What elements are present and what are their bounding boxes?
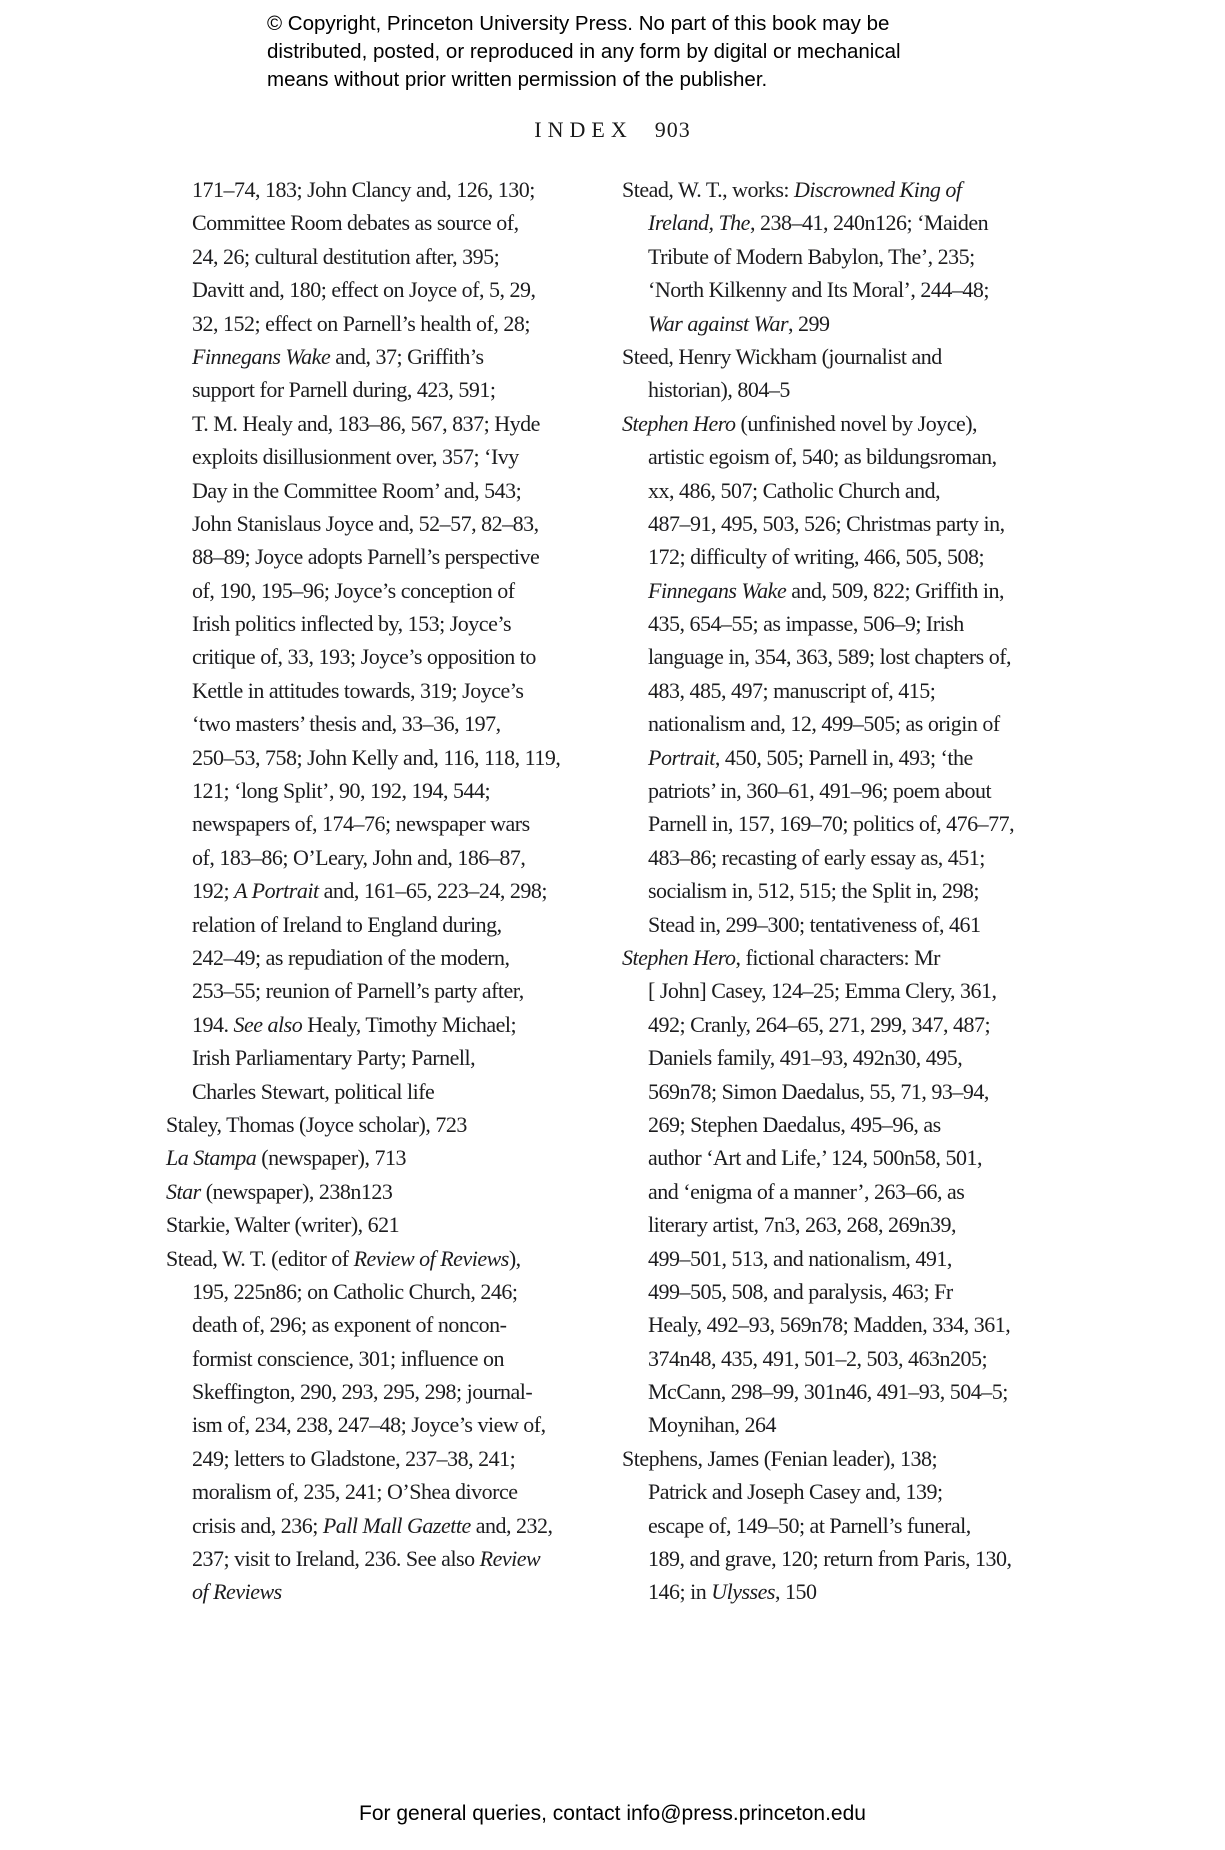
index-line: Charles Stewart, political life	[192, 1078, 435, 1104]
index-line: ‘North Kilkenny and Its Moral’, 244–48;	[648, 277, 989, 303]
index-line: 194. See also Healy, Timothy Michael;	[192, 1011, 517, 1037]
index-line: Moynihan, 264	[648, 1412, 776, 1438]
copyright-line: © Copyright, Princeton University Press. No part of this book may be	[267, 12, 890, 35]
index-line: Stephens, James (Fenian leader), 138;	[622, 1445, 938, 1471]
index-line: Parnell in, 157, 169–70; politics of, 476–77,	[648, 811, 1015, 837]
index-line: Davitt and, 180; effect on Joyce of, 5, 29,	[192, 277, 536, 303]
index-line: Starkie, Walter (writer), 621	[166, 1212, 400, 1238]
index-column-left	[166, 173, 560, 1609]
index-line: Finnegans Wake and, 37; Griffith’s	[192, 343, 484, 369]
index-line: McCann, 298–99, 301n46, 491–93, 504–5;	[648, 1379, 1008, 1405]
footer-contact: For general queries, contact info@press.princeton.edu	[359, 1802, 866, 1825]
index-line: Steed, Henry Wickham (journalist and	[622, 343, 942, 369]
index-line: Stephen Hero, fictional characters: Mr	[622, 944, 941, 970]
index-line: 499–501, 513, and nationalism, 491,	[648, 1245, 952, 1271]
index-line: 483, 485, 497; manuscript of, 415;	[648, 677, 936, 703]
index-line: escape of, 149–50; at Parnell’s funeral,	[648, 1512, 971, 1538]
index-line: artistic egoism of, 540; as bildungsroman,	[648, 444, 997, 470]
index-line: 242–49; as repudiation of the modern,	[192, 944, 510, 970]
index-line: xx, 486, 507; Catholic Church and,	[648, 477, 941, 503]
index-line: crisis and, 236; Pall Mall Gazette and, 232,	[192, 1512, 553, 1538]
index-line: Star (newspaper), 238n123	[166, 1178, 393, 1204]
index-line: 499–505, 508, and paralysis, 463; Fr	[648, 1278, 953, 1304]
index-line: Stead, W. T. (editor of Review of Reviews),	[166, 1245, 521, 1271]
index-line: Skeffington, 290, 293, 295, 298; journal-	[192, 1379, 533, 1405]
page-header	[0, 117, 1225, 143]
index-line: 121; ‘long Split’, 90, 192, 194, 544;	[192, 778, 491, 804]
index-line: Staley, Thomas (Joyce scholar), 723	[166, 1111, 467, 1137]
index-line: 24, 26; cultural destitution after, 395;	[192, 243, 500, 269]
index-line: patriots’ in, 360–61, 491–96; poem about	[648, 778, 992, 804]
index-line: 237; visit to Ireland, 236. See also Review	[192, 1546, 541, 1572]
index-line: formist conscience, 301; influence on	[192, 1345, 505, 1371]
index-line: Patrick and Joseph Casey and, 139;	[648, 1479, 943, 1505]
index-line: relation of Ireland to England during,	[192, 911, 502, 937]
index-line: La Stampa (newspaper), 713	[166, 1145, 406, 1171]
index-line: of Reviews	[192, 1579, 282, 1605]
index-line: author ‘Art and Life,’ 124, 500n58, 501,	[648, 1145, 982, 1171]
index-line: Daniels family, 491–93, 492n30, 495,	[648, 1045, 963, 1071]
index-line: historian), 804–5	[648, 377, 790, 403]
index-line: Day in the Committee Room’ and, 543;	[192, 477, 522, 503]
index-line: Stead in, 299–300; tentativeness of, 461	[648, 911, 981, 937]
index-line: John Stanislaus Joyce and, 52–57, 82–83,	[192, 510, 539, 536]
index-line: 189, and grave, 120; return from Paris, 130,	[648, 1546, 1012, 1572]
index-line: 171–74, 183; John Clancy and, 126, 130;	[192, 177, 535, 202]
index-line: of, 190, 195–96; Joyce’s conception of	[192, 577, 515, 603]
index-line: Healy, 492–93, 569n78; Madden, 334, 361,	[648, 1312, 1011, 1338]
index-line: Irish politics inflected by, 153; Joyce’s	[192, 611, 512, 637]
index-line: language in, 354, 363, 589; lost chapters of,	[648, 644, 1012, 670]
index-line: Committee Room debates as source of,	[192, 210, 519, 236]
index-line: T. M. Healy and, 183–86, 567, 837; Hyde	[192, 410, 540, 436]
index-line: 253–55; reunion of Parnell’s party after,	[192, 978, 524, 1004]
index-line: 483–86; recasting of early essay as, 451;	[648, 844, 985, 870]
index-line: 435, 654–55; as impasse, 506–9; Irish	[648, 611, 964, 637]
index-line: Ireland, The, 238–41, 240n126; ‘Maiden	[648, 210, 989, 236]
index-line: literary artist, 7n3, 263, 268, 269n39,	[648, 1212, 957, 1238]
index-line: Portrait, 450, 505; Parnell in, 493; ‘the	[648, 744, 973, 770]
index-line: 192; A Portrait and, 161–65, 223–24, 298;	[192, 878, 547, 904]
index-line: Irish Parliamentary Party; Parnell,	[192, 1045, 476, 1071]
page-number: 903	[654, 117, 691, 142]
index-line: 492; Cranly, 264–65, 271, 299, 347, 487;	[648, 1011, 991, 1037]
index-line: 195, 225n86; on Catholic Church, 246;	[192, 1278, 518, 1304]
index-line: 146; in Ulysses, 150	[648, 1579, 817, 1605]
index-line: 249; letters to Gladstone, 237–38, 241;	[192, 1445, 516, 1471]
index-line: ‘two masters’ thesis and, 33–36, 197,	[192, 711, 501, 737]
index-line: Tribute of Modern Babylon, The’, 235;	[648, 243, 975, 269]
index-line: [ John] Casey, 124–25; Emma Clery, 361,	[648, 978, 997, 1004]
index-line: Stephen Hero (unfinished novel by Joyce),	[622, 410, 978, 436]
copyright-line: means without prior written permission of the publisher.	[267, 68, 768, 91]
index-line: ism of, 234, 238, 247–48; Joyce’s view of,	[192, 1412, 546, 1438]
index-line: 374n48, 435, 491, 501–2, 503, 463n205;	[648, 1345, 988, 1371]
index-line: 88–89; Joyce adopts Parnell’s perspective	[192, 544, 540, 570]
index-line: Stead, W. T., works: Discrowned King of	[622, 177, 962, 202]
index-heading: INDEX	[534, 117, 633, 142]
index-line: death of, 296; as exponent of noncon-	[192, 1312, 507, 1338]
index-line: and ‘enigma of a manner’, 263–66, as	[648, 1178, 965, 1204]
index-line: War against War, 299	[648, 310, 830, 336]
index-line: 487–91, 495, 503, 526; Christmas party in,	[648, 510, 1005, 536]
index-line: Kettle in attitudes towards, 319; Joyce’s	[192, 677, 524, 703]
index-line: 172; difficulty of writing, 466, 505, 508;	[648, 544, 985, 570]
index-line: 569n78; Simon Daedalus, 55, 71, 93–94,	[648, 1078, 989, 1104]
index-column-right	[622, 173, 1014, 1609]
index-line: 32, 152; effect on Parnell’s health of, 28;	[192, 310, 530, 336]
index-line: critique of, 33, 193; Joyce’s opposition to	[192, 644, 536, 670]
index-line: nationalism and, 12, 499–505; as origin of	[648, 711, 1000, 737]
index-line: of, 183–86; O’Leary, John and, 186–87,	[192, 844, 526, 870]
index-line: newspapers of, 174–76; newspaper wars	[192, 811, 530, 837]
index-line: moralism of, 235, 241; O’Shea divorce	[192, 1479, 518, 1505]
copyright-notice	[267, 10, 901, 94]
copyright-line: distributed, posted, or reproduced in any form by digital or mechanical	[267, 40, 901, 63]
index-line: exploits disillusionment over, 357; ‘Ivy	[192, 444, 519, 470]
index-line: 269; Stephen Daedalus, 495–96, as	[648, 1111, 941, 1137]
index-line: socialism in, 512, 515; the Split in, 298;	[648, 878, 979, 904]
index-line: 250–53, 758; John Kelly and, 116, 118, 119,	[192, 744, 561, 770]
index-line: support for Parnell during, 423, 591;	[192, 377, 496, 403]
index-line: Finnegans Wake and, 509, 822; Griffith in,	[648, 577, 1005, 603]
